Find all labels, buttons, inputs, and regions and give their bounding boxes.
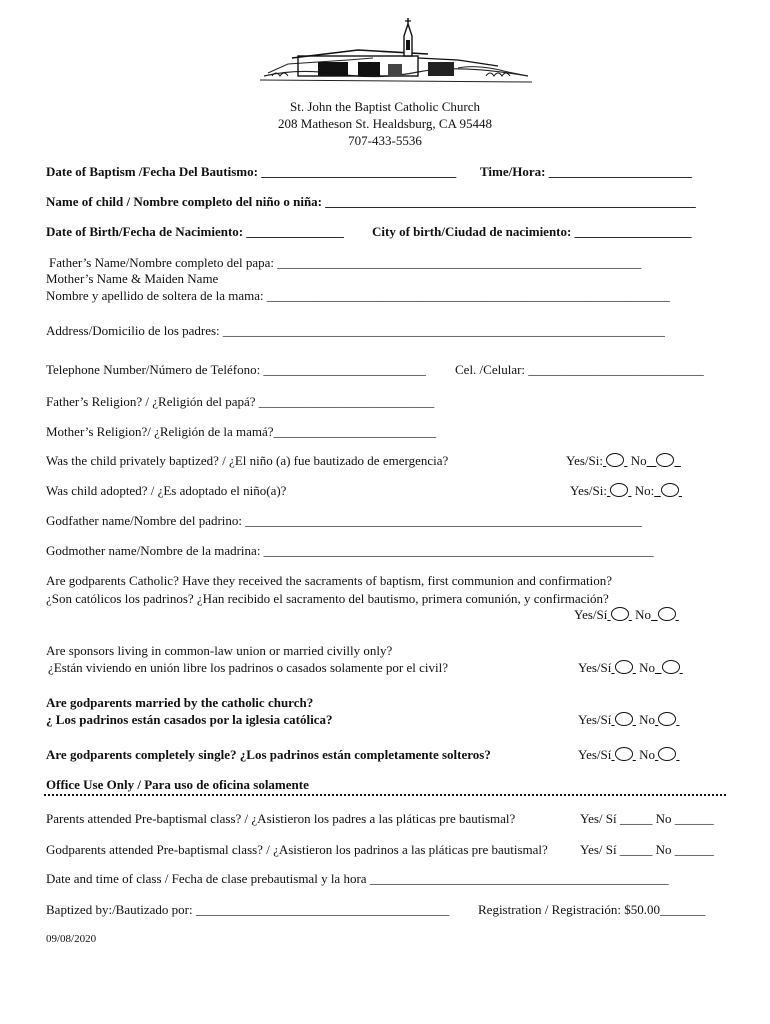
adopted-no-label: No: (634, 483, 655, 498)
church-phone: 707-433-5536 (348, 133, 422, 148)
godparents-catholic-question-en: Are godparents Catholic? Have they received the sacraments of baptism, first communion and confirmation? (46, 573, 613, 588)
godfather-field[interactable]: Godfather name/Nombre del padrino: _____________________________________________________________ (46, 513, 642, 528)
godparents-single-no-radio[interactable] (658, 747, 676, 761)
private-baptism-question: Was the child privately baptized? / ¿El niño (a) fue bautizado de emergencia? (46, 453, 449, 468)
godparents-catholic-answer (574, 607, 679, 623)
office-use-heading: Office Use Only / Para uso de oficina solamente (46, 777, 309, 792)
child-name-field[interactable]: Name of child / Nombre completo del niño o niña: _________________________________________________________ (46, 194, 696, 209)
godparents-married-yes-radio[interactable] (615, 712, 633, 726)
private-baptism-yes-radio[interactable] (606, 453, 624, 467)
godparents-single-question: Are godparents completely single? ¿Los padrinos están completamente solteros? (46, 747, 491, 762)
parents-class-question: Parents attended Pre-baptismal class? / ¿Asistieron los padres a las pláticas pre bautismal? (46, 811, 516, 826)
private-baptism-answer (566, 453, 681, 469)
telephone-field[interactable]: Telephone Number/Número de Teléfono: _________________________ (46, 362, 426, 377)
cell-field[interactable]: Cel. /Celular: ___________________________ (455, 362, 704, 377)
sponsors-answer (578, 660, 683, 676)
private-baptism-no-label: No (630, 453, 647, 468)
adopted-yes-radio[interactable] (610, 483, 628, 497)
address-field[interactable]: Address/Domicilio de los padres: ____________________________________________________________________ (46, 323, 665, 338)
baptized-by-field[interactable]: Baptized by:/Bautizado por: _______________________________________ (46, 902, 450, 917)
godparents-single-answer (578, 747, 680, 763)
godparents-catholic-no-radio[interactable] (658, 607, 676, 621)
baptism-date-field[interactable]: Date of Baptism /Fecha Del Bautismo: ______________________________ (46, 164, 457, 179)
godparents-class-answer[interactable]: Yes/ Sí _____ No ______ (580, 842, 714, 857)
godparents-catholic-no-label: No (635, 607, 652, 622)
class-date-field[interactable]: Date and time of class / Fecha de clase prebautismal y la hora ______________________________________________ (46, 871, 669, 886)
sponsors-no-label: No (639, 660, 656, 675)
adopted-answer (570, 483, 682, 499)
sponsors-yes-radio[interactable] (615, 660, 633, 674)
baptism-time-field[interactable]: Time/Hora: ______________________ (480, 164, 692, 179)
birth-city-field[interactable]: City of birth/Ciudad de nacimiento: __________________ (372, 224, 692, 239)
church-address: 208 Matheson St. Healdsburg, CA 95448 (278, 116, 492, 131)
office-divider (44, 794, 726, 796)
form-date: 09/08/2020 (46, 933, 97, 945)
sponsors-question-en: Are sponsors living in common-law union or married civilly only? (46, 643, 393, 658)
godparents-married-yes-label: Yes/Sí (578, 712, 612, 727)
godparents-catholic-question-es: ¿Son católicos los padrinos? ¿Han recibido el sacramento del bautismo, primera comunión, y confirmación? (46, 591, 609, 606)
mother-name-label: Mother’s Name & Maiden Name (46, 271, 219, 286)
mother-religion-field[interactable]: Mother’s Religion?/ ¿Religión de la mamá?_________________________ (46, 424, 437, 439)
adopted-yes-label: Yes/Si: (570, 483, 607, 498)
godparents-single-no-label: No (639, 747, 656, 762)
church-name: St. John the Baptist Catholic Church (290, 99, 480, 114)
mother-name-field[interactable]: Nombre y apellido de soltera de la mama: ______________________________________________________________ (46, 288, 670, 303)
church-logo (258, 18, 534, 90)
adopted-no-radio[interactable] (661, 483, 679, 497)
father-religion-field[interactable]: Father’s Religion? / ¿Religión del papá? ___________________________ (46, 394, 435, 409)
birth-date-field[interactable]: Date of Birth/Fecha de Nacimiento: _______________ (46, 224, 344, 239)
godparents-single-yes-label: Yes/Sí (578, 747, 612, 762)
parents-class-answer[interactable]: Yes/ Sí _____ No ______ (580, 811, 714, 826)
private-baptism-no-radio[interactable] (656, 453, 674, 467)
godparents-single-yes-radio[interactable] (615, 747, 633, 761)
godmother-field[interactable]: Godmother name/Nombre de la madrina: ____________________________________________________________ (46, 543, 654, 558)
private-baptism-yes-label: Yes/Si: (566, 453, 603, 468)
godparents-class-question: Godparents attended Pre-baptismal class? / ¿Asistieron los padrinos a las pláticas pre bautismal? (46, 842, 548, 857)
sponsors-no-radio[interactable] (662, 660, 680, 674)
registration-fee: Registration / Registración: $50.00_______ (478, 902, 706, 917)
sponsors-yes-label: Yes/Sí (578, 660, 612, 675)
godparents-catholic-yes-radio[interactable] (611, 607, 629, 621)
godparents-married-question-en: Are godparents married by the catholic church? (46, 695, 314, 710)
sponsors-question-es: ¿Están viviendo en unión libre los padrinos o casados solamente por el civil? (48, 660, 449, 675)
godparents-catholic-yes-label: Yes/Sí (574, 607, 608, 622)
godparents-married-no-label: No (639, 712, 656, 727)
adopted-question: Was child adopted? / ¿Es adoptado el niño(a)? (46, 483, 287, 498)
godparents-married-question-es: ¿ Los padrinos están casados por la iglesia católica? (46, 712, 333, 727)
godparents-married-answer (578, 712, 680, 728)
godparents-married-no-radio[interactable] (658, 712, 676, 726)
father-name-field[interactable]: Father’s Name/Nombre completo del papa: ________________________________________________________ (49, 255, 642, 270)
